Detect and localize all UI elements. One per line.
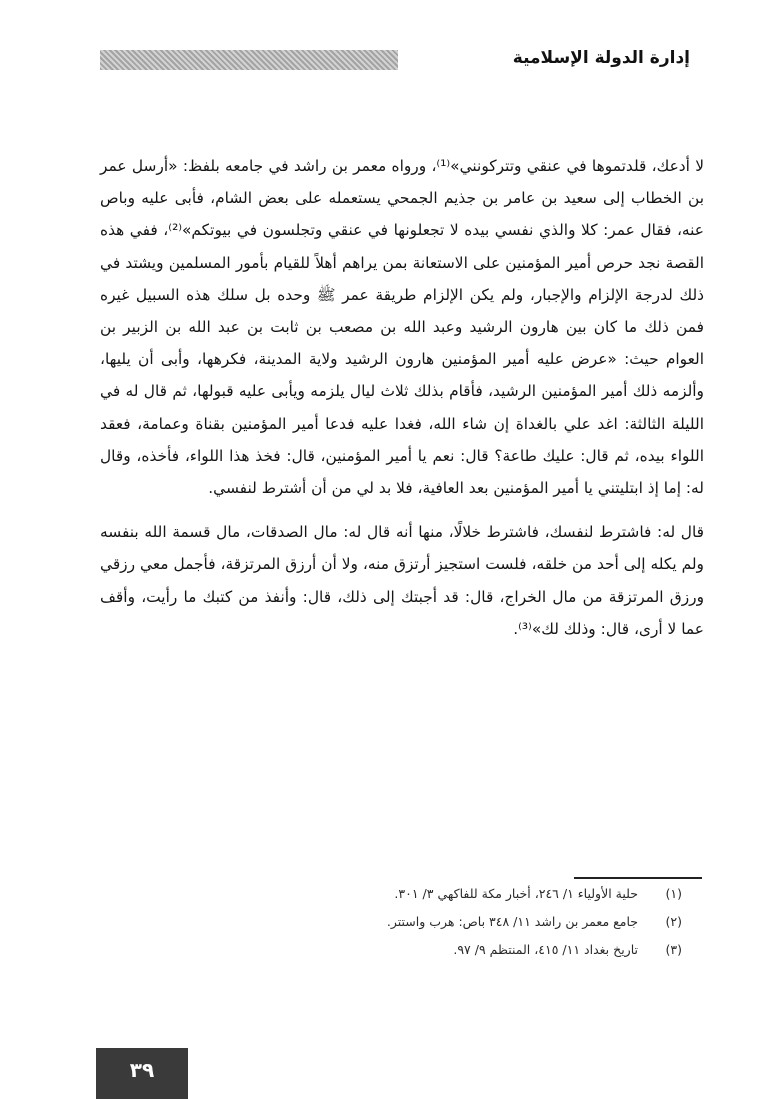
page-number-tab [96, 1048, 188, 1099]
paragraph-1: لا أدعك، قلدتموها في عنقي وتتركونني»⁽¹⁾، ورواه معمر بن راشد في جامعه بلفظ: «أرسل عمر بن الخطاب إلى سعيد بن عامر بن جذيم الجمحي يستعمله على بعض الشام، فأبى عليه وباص عنه، فقال عمر: كلا والذي نفسي بيده لا تجعلونها في عنقي وتجلسون في بيوتكم»⁽²⁾، ففي هذه القصة نجد حرص أمير المؤمنين على الاستعانة بمن يراهم أهلاً للقيام بأمور المسلمين ويشتد في ذلك لدرجة الإلزام والإجبار، ولم يكن الإلزام طريقة عمر ﷺ وحده بل سلك هذه السبيل غيره فمن ذلك ما كان بين هارون الرشيد وعبد الله بن مصعب بن ثابت بن عبد الله بن الزبير بن العوام حيث: «عرض عليه أمير المؤمنين هارون الرشيد ولاية المدينة، فكرهها، وأبى أن يليها، وألزمه ذلك أمير المؤمنين الرشيد، فأقام بذلك ثلاث ليال يلزمه ويأبى عليه قبولها، ثم قال له في الليلة الثالثة: اغد علي بالغداة إن شاء الله، فغدا عليه فدعا أمير المؤمنين بقناة وعمامة، فعقد اللواء بيده، ثم قال: عليك طاعة؟ قال: نعم يا أمير المؤمنين، قال: فخذ هذا اللواء، فأخذه، وقال له: إما إذ ابتليتني يا أمير المؤمنين بعد العافية، فلا بد لي من أن أشترط لنفسي. [100, 157, 705, 498]
footnote-number: (١) [665, 886, 682, 901]
running-header [100, 40, 690, 80]
footnotes [200, 880, 682, 964]
page-number: ٣٩ [129, 1058, 155, 1082]
main-text [100, 150, 704, 645]
header-decorative-band [100, 50, 398, 70]
footnote-1 [200, 880, 682, 908]
footnote-2 [200, 908, 682, 936]
footnote-text: جامع معمر بن راشد ١١/ ٣٤٨ باص: هرب واستتر. [386, 914, 638, 929]
footnote-number: (٣) [665, 942, 682, 957]
running-header-title: إدارة الدولة الإسلامية [512, 48, 690, 68]
footnote-number: (٢) [665, 914, 682, 929]
footnote-text: حلية الأولياء ١/ ٢٤٦، أخبار مكة للفاكهي ٣/ ٣٠١. [394, 886, 638, 901]
footnote-3 [200, 936, 682, 964]
paragraph-2: قال له: فاشترط لنفسك، فاشترط خلالًا، منها أنه قال له: مال الصدقات، مال قسمة الله بنفسه ولم يكله إلى أحد من خلقه، فلست استجيز أرتزق منه، ولا أن أرزق المرتزقة، فأجمل معي رزقي ورزق المرتزقة من مال الخراج، قال: قد أجبتك إلى ذلك، قال: وأنفذ من كتبك ما رأيت، وأقف عما لا أرى، قال: وذلك لك»⁽³⁾. [100, 523, 704, 638]
footnote-text: تاريخ بغداد ١١/ ٤١٥، المنتظم ٩/ ٩٧. [453, 942, 638, 957]
footnote-separator [574, 877, 702, 879]
